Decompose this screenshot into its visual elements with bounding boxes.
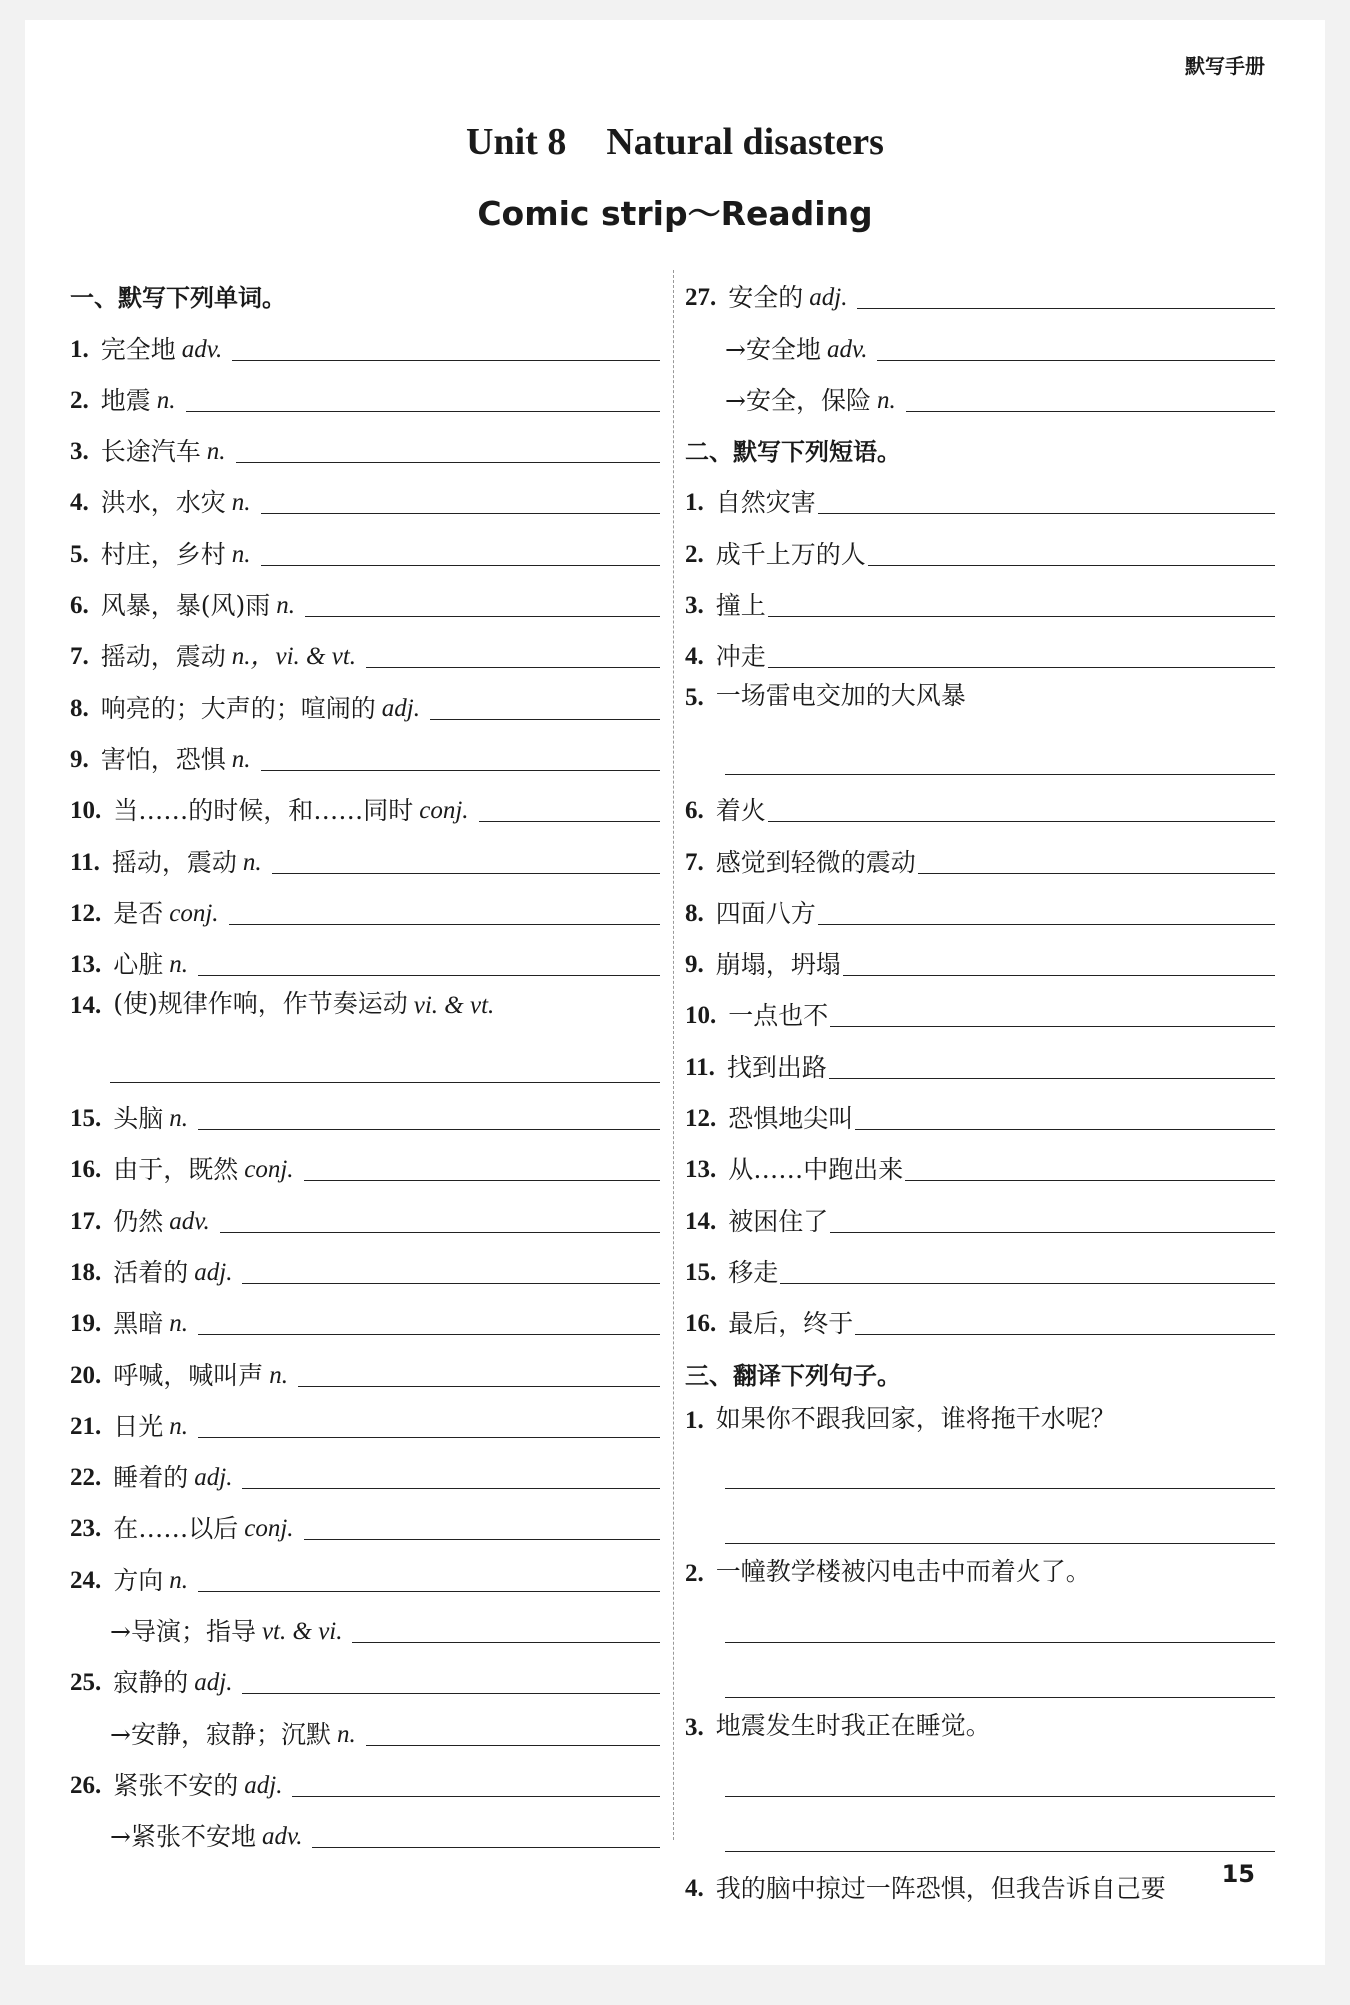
unit-name: Natural disasters — [606, 121, 884, 163]
item-chinese: 仍然 — [113, 1206, 164, 1236]
word-item — [70, 1702, 660, 1753]
word-item — [685, 266, 1275, 317]
right-column — [685, 266, 1275, 1908]
word-item — [70, 1292, 660, 1343]
part-of-speech: n. — [169, 1412, 189, 1440]
item-chinese: (使)规律作响，作节奏运动 — [113, 989, 408, 1019]
item-chinese: 村庄，乡村 — [100, 539, 226, 569]
item-chinese: 紧张不安的 — [113, 1770, 239, 1800]
answer-line[interactable] — [725, 1796, 1275, 1797]
item-chinese: →安全地 — [725, 334, 821, 364]
item-number: 12. — [685, 1105, 717, 1133]
item-chinese: →紧张不安地 — [110, 1822, 256, 1852]
item-chinese: 风暴，暴(风)雨 — [100, 591, 271, 621]
part-of-speech: n. — [169, 951, 189, 979]
item-number: 5. — [685, 684, 704, 712]
item-chinese: 四面八方 — [715, 898, 816, 928]
answer-line[interactable] — [768, 616, 1275, 617]
answer-line[interactable] — [236, 462, 660, 463]
word-item — [70, 1600, 660, 1651]
item-chinese: 活着的 — [113, 1257, 189, 1287]
part-of-speech: n. — [276, 592, 296, 620]
answer-line[interactable] — [220, 1232, 660, 1233]
word-item — [70, 1189, 660, 1240]
answer-line[interactable] — [877, 360, 1275, 361]
word-item — [70, 1548, 660, 1599]
part-of-speech: adv. — [169, 1207, 210, 1235]
answer-line[interactable] — [855, 1334, 1275, 1335]
answer-line[interactable] — [198, 975, 660, 976]
answer-line[interactable] — [829, 1078, 1275, 1079]
answer-line[interactable] — [725, 1642, 1275, 1643]
part-of-speech: n. — [169, 1310, 189, 1338]
sentence-item — [685, 1856, 1275, 1907]
answer-line[interactable] — [198, 1437, 660, 1438]
item-number: 3. — [685, 592, 704, 620]
item-chinese: 如果你不跟我回家，谁将拖干水呢？ — [715, 1403, 1116, 1433]
part-of-speech: conj. — [419, 797, 469, 825]
phrase-item — [685, 625, 1275, 676]
phrase-item — [685, 1241, 1275, 1292]
word-item — [70, 522, 660, 573]
sentence-item — [685, 1395, 1275, 1549]
item-chinese: 害怕，恐惧 — [100, 744, 226, 774]
part-of-speech: vt. & vi. — [261, 1618, 343, 1646]
word-item — [70, 625, 660, 676]
word-item — [70, 1395, 660, 1446]
answer-line[interactable] — [305, 616, 660, 617]
item-chinese: 撞上 — [715, 591, 766, 621]
item-number: 21. — [70, 1412, 102, 1440]
item-number: 25. — [70, 1669, 102, 1697]
item-number: 4. — [70, 489, 89, 517]
item-number: 2. — [70, 386, 89, 414]
item-number: 2. — [685, 540, 704, 568]
item-chinese: 头脑 — [113, 1104, 164, 1134]
answer-line[interactable] — [725, 1488, 1275, 1489]
part-of-speech: adv. — [826, 335, 868, 363]
item-number: 18. — [70, 1258, 102, 1286]
item-number: 14. — [70, 992, 102, 1020]
answer-line[interactable] — [242, 1283, 660, 1284]
part-of-speech: adj. — [809, 284, 848, 312]
header-tag: 默写手册 — [1185, 54, 1265, 78]
item-chinese: 成千上万的人 — [715, 539, 866, 569]
part-of-speech: n. — [206, 438, 226, 466]
unit-title — [25, 120, 1325, 164]
part-of-speech: adv. — [261, 1823, 303, 1851]
phrase-item — [685, 830, 1275, 881]
item-chinese: 从……中跑出来 — [728, 1155, 904, 1185]
item-number: 20. — [70, 1361, 102, 1389]
answer-line[interactable] — [292, 1796, 660, 1797]
item-chinese: 黑暗 — [113, 1309, 164, 1339]
answer-line[interactable] — [298, 1386, 660, 1387]
answer-line[interactable] — [186, 411, 660, 412]
answer-line[interactable] — [352, 1642, 660, 1643]
lesson-subtitle: Comic strip～Reading — [477, 194, 873, 233]
left-column — [70, 266, 660, 1856]
word-item — [70, 1805, 660, 1856]
answer-line[interactable] — [430, 719, 660, 720]
phrase-item — [685, 676, 1275, 779]
word-item — [70, 369, 660, 420]
item-chinese: 由于，既然 — [113, 1155, 239, 1185]
answer-line[interactable] — [242, 1488, 660, 1489]
item-chinese: 崩塌，坍塌 — [715, 950, 841, 980]
word-item — [70, 882, 660, 933]
phrase-item — [685, 574, 1275, 625]
answer-line[interactable] — [242, 1693, 660, 1694]
part-of-speech: conj. — [244, 1515, 294, 1543]
item-chinese: 睡着的 — [113, 1463, 189, 1493]
answer-line[interactable] — [261, 770, 660, 771]
word-item — [70, 1087, 660, 1138]
item-chinese: 是否 — [113, 898, 164, 928]
answer-line[interactable] — [304, 1539, 660, 1540]
item-chinese: 长途汽车 — [100, 437, 201, 467]
item-number: 11. — [70, 848, 100, 876]
phrase-item — [685, 471, 1275, 522]
word-item — [70, 728, 660, 779]
part-of-speech: n. — [231, 489, 251, 517]
item-number: 6. — [70, 592, 89, 620]
item-number: 27. — [685, 284, 717, 312]
answer-line[interactable] — [725, 774, 1275, 775]
phrase-item — [685, 779, 1275, 830]
answer-line[interactable] — [229, 924, 660, 925]
word-item — [70, 1497, 660, 1548]
part-of-speech: adj. — [381, 694, 420, 722]
item-number: 24. — [70, 1566, 102, 1594]
phrase-item — [685, 882, 1275, 933]
item-number: 10. — [70, 797, 102, 825]
answer-line[interactable] — [843, 975, 1275, 976]
part-of-speech: n. — [336, 1720, 356, 1748]
part-of-speech: conj. — [244, 1156, 294, 1184]
item-chinese: 最后，终于 — [728, 1309, 854, 1339]
item-chinese: 找到出路 — [726, 1052, 827, 1082]
answer-line[interactable] — [857, 308, 1275, 309]
part-of-speech: conj. — [169, 899, 219, 927]
item-number: 11. — [685, 1053, 715, 1081]
answer-line[interactable] — [868, 565, 1275, 566]
item-chinese: 我的脑中掠过一阵恐惧，但我告诉自己要 — [715, 1873, 1166, 1903]
item-number: 7. — [70, 643, 89, 671]
item-chinese: 完全地 — [100, 334, 176, 364]
item-number: 1. — [70, 335, 89, 363]
answer-line[interactable] — [768, 667, 1275, 668]
answer-line[interactable] — [818, 513, 1275, 514]
item-number: 1. — [685, 1406, 704, 1434]
part-of-speech: n. — [156, 386, 176, 414]
part-of-speech: adv. — [181, 335, 223, 363]
item-chinese: 自然灾害 — [715, 488, 816, 518]
word-item — [70, 779, 660, 830]
item-chinese: 安全的 — [728, 283, 804, 313]
answer-line[interactable] — [366, 667, 660, 668]
item-number: 13. — [685, 1156, 717, 1184]
part-of-speech: n. — [169, 1105, 189, 1133]
answer-line[interactable] — [232, 360, 660, 361]
item-chinese: 移走 — [728, 1257, 779, 1287]
word-item — [70, 420, 660, 471]
item-chinese: 摇动，震动 — [100, 642, 226, 672]
item-chinese: 一场雷电交加的大风暴 — [715, 681, 966, 711]
item-number: 8. — [70, 694, 89, 722]
item-chinese: 地震 — [100, 385, 151, 415]
answer-line[interactable] — [918, 873, 1275, 874]
part-of-speech: n. — [876, 386, 896, 414]
part-of-speech: n. — [231, 540, 251, 568]
item-chinese: 冲走 — [715, 642, 766, 672]
item-chinese: 响亮的；大声的；喧闹的 — [100, 693, 376, 723]
answer-line[interactable] — [725, 1543, 1275, 1544]
part-of-speech: adj. — [194, 1669, 233, 1697]
word-item — [685, 317, 1275, 368]
answer-line[interactable] — [818, 924, 1275, 925]
item-number: 4. — [685, 1874, 704, 1902]
word-item — [70, 984, 660, 1087]
item-number: 2. — [685, 1560, 704, 1588]
item-number: 4. — [685, 643, 704, 671]
answer-line[interactable] — [261, 513, 660, 514]
answer-line[interactable] — [272, 873, 660, 874]
part-of-speech: adj. — [244, 1771, 283, 1799]
phrase-item — [685, 1292, 1275, 1343]
item-chinese: 恐惧地尖叫 — [728, 1104, 854, 1134]
unit-number: Unit 8 — [466, 121, 567, 163]
item-chinese: 摇动，震动 — [111, 847, 237, 877]
word-item — [70, 471, 660, 522]
part-of-speech: adj. — [194, 1258, 233, 1286]
item-number: 6. — [685, 797, 704, 825]
word-item — [70, 1138, 660, 1189]
answer-line[interactable] — [198, 1334, 660, 1335]
item-number: 16. — [685, 1310, 717, 1338]
item-chinese: 感觉到轻微的震动 — [715, 847, 916, 877]
section-heading-phrases: 二、默写下列短语。 — [685, 438, 901, 467]
sentence-item — [685, 1548, 1275, 1702]
part-of-speech: n. — [269, 1361, 289, 1389]
answer-line[interactable] — [768, 821, 1275, 822]
part-of-speech: adj. — [194, 1464, 233, 1492]
item-number: 13. — [70, 951, 102, 979]
item-chinese: 呼喊，喊叫声 — [113, 1360, 264, 1390]
item-number: 10. — [685, 1002, 717, 1030]
item-number: 3. — [685, 1714, 704, 1742]
item-chinese: 着火 — [715, 796, 766, 826]
item-number: 17. — [70, 1207, 102, 1235]
item-chinese: 日光 — [113, 1411, 164, 1441]
phrase-item — [685, 1035, 1275, 1086]
item-number: 1. — [685, 489, 704, 517]
answer-line[interactable] — [855, 1129, 1275, 1130]
phrase-item — [685, 522, 1275, 573]
answer-line[interactable] — [304, 1180, 660, 1181]
part-of-speech: n. — [169, 1566, 189, 1594]
item-number: 22. — [70, 1464, 102, 1492]
answer-line[interactable] — [312, 1847, 660, 1848]
part-of-speech: n. — [242, 848, 262, 876]
answer-line[interactable] — [110, 1082, 660, 1083]
workbook-page — [25, 20, 1325, 1965]
answer-line[interactable] — [479, 821, 660, 822]
item-number: 26. — [70, 1771, 102, 1799]
phrase-item — [685, 1138, 1275, 1189]
word-item — [70, 1754, 660, 1805]
section-heading-sentences: 三、翻译下列句子。 — [685, 1361, 901, 1390]
part-of-speech: vi. & vt. — [413, 992, 495, 1020]
item-chinese: 寂静的 — [113, 1668, 189, 1698]
part-of-speech: n.，vi. & vt. — [231, 643, 357, 671]
item-number: 14. — [685, 1207, 717, 1235]
item-number: 12. — [70, 899, 102, 927]
word-item — [70, 317, 660, 368]
answer-line[interactable] — [830, 1026, 1275, 1027]
word-item — [70, 1446, 660, 1497]
answer-line[interactable] — [261, 565, 660, 566]
item-number: 8. — [685, 899, 704, 927]
item-number: 16. — [70, 1156, 102, 1184]
answer-line[interactable] — [725, 1851, 1275, 1852]
item-number: 9. — [70, 745, 89, 773]
word-item — [70, 933, 660, 984]
item-chinese: →导演；指导 — [110, 1617, 256, 1647]
item-number: 23. — [70, 1515, 102, 1543]
phrase-item — [685, 1189, 1275, 1240]
answer-line[interactable] — [830, 1232, 1275, 1233]
item-number: 15. — [685, 1258, 717, 1286]
item-chinese: 方向 — [113, 1565, 164, 1595]
answer-line[interactable] — [725, 1697, 1275, 1698]
item-chinese: 心脏 — [113, 950, 164, 980]
word-item — [685, 369, 1275, 420]
item-number: 7. — [685, 848, 704, 876]
item-number: 5. — [70, 540, 89, 568]
item-chinese: →安全，保险 — [725, 385, 871, 415]
word-item — [70, 830, 660, 881]
item-chinese: 一点也不 — [728, 1001, 829, 1031]
answer-line[interactable] — [906, 411, 1275, 412]
item-chinese: 被困住了 — [728, 1206, 829, 1236]
answer-line[interactable] — [198, 1129, 660, 1130]
item-chinese: →安静，寂静；沉默 — [110, 1719, 331, 1749]
word-item — [70, 1651, 660, 1702]
column-divider — [673, 270, 674, 1840]
item-number: 19. — [70, 1310, 102, 1338]
part-of-speech: n. — [231, 745, 251, 773]
sentence-item — [685, 1702, 1275, 1856]
answer-line[interactable] — [905, 1180, 1275, 1181]
word-item — [70, 574, 660, 625]
item-number: 9. — [685, 951, 704, 979]
answer-line[interactable] — [780, 1283, 1275, 1284]
answer-line[interactable] — [366, 1745, 660, 1746]
phrase-item — [685, 1087, 1275, 1138]
item-number: 15. — [70, 1105, 102, 1133]
item-chinese: 当……的时候，和……同时 — [113, 796, 414, 826]
phrase-item — [685, 933, 1275, 984]
section-heading-words: 一、默写下列单词。 — [70, 284, 286, 313]
item-chinese: 洪水，水灾 — [100, 488, 226, 518]
word-item — [70, 1241, 660, 1292]
page-number: 15 — [1221, 1860, 1255, 1888]
item-chinese: 地震发生时我正在睡觉。 — [715, 1711, 991, 1741]
item-chinese: 在……以后 — [113, 1514, 239, 1544]
phrase-item — [685, 984, 1275, 1035]
word-item — [70, 1343, 660, 1394]
item-number: 3. — [70, 438, 89, 466]
item-chinese: 一幢教学楼被闪电击中而着火了。 — [715, 1557, 1091, 1587]
word-item — [70, 676, 660, 727]
answer-line[interactable] — [198, 1591, 660, 1592]
